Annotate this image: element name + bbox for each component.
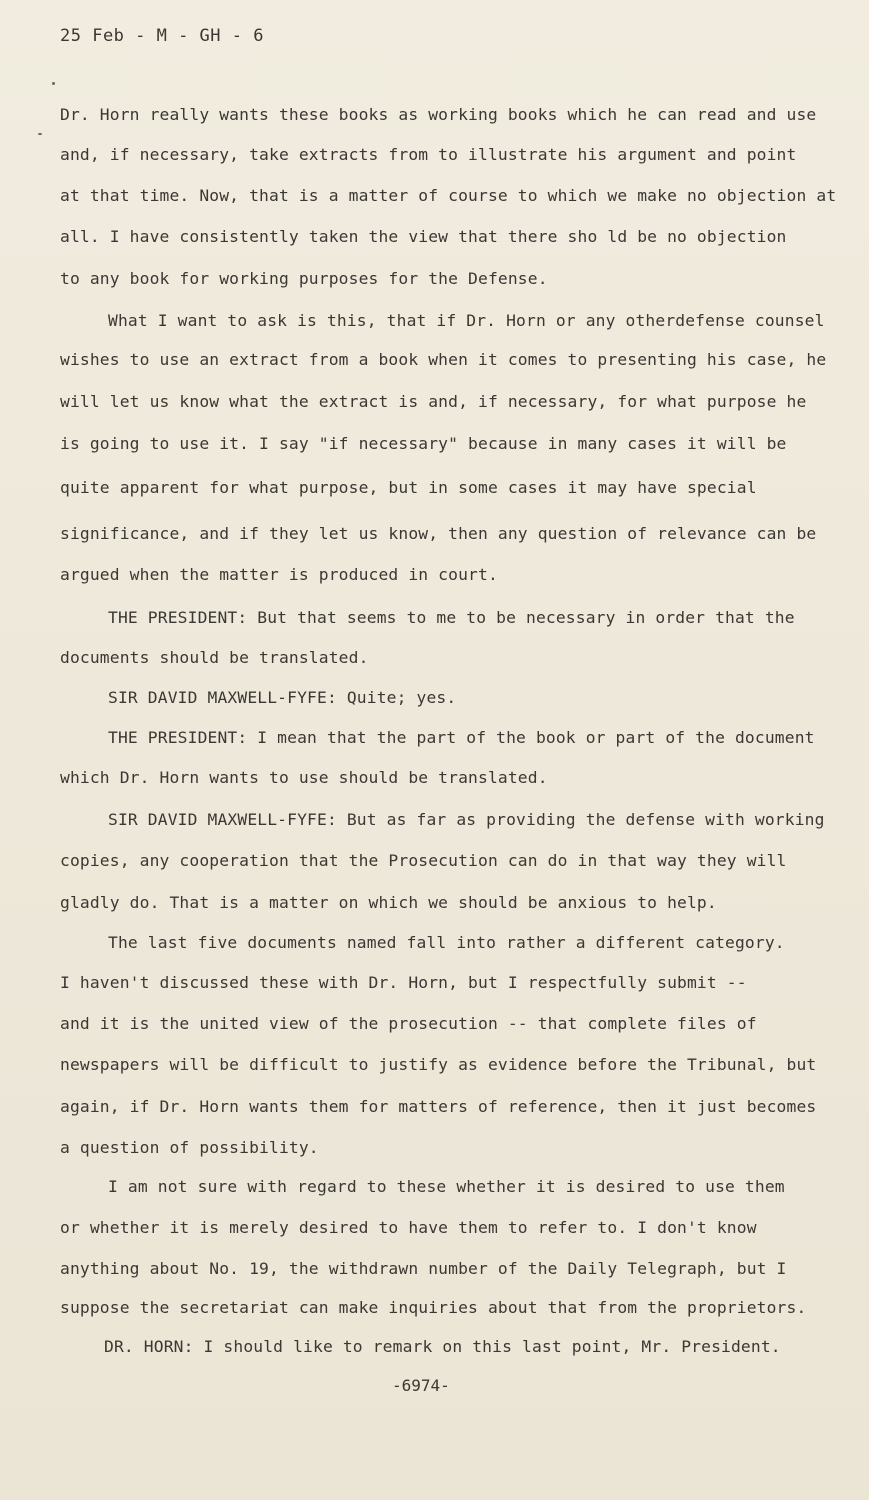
text-line: anything about No. 19, the withdrawn number of the Daily Telegraph, but I: [60, 1259, 787, 1278]
text-line: a question of possibility.: [60, 1138, 319, 1157]
text-line: at that time. Now, that is a matter of course to which we make no objection at: [60, 186, 837, 205]
text-line: again, if Dr. Horn wants them for matters of reference, then it just becomes: [60, 1097, 817, 1116]
text-line: or whether it is merely desired to have them to refer to. I don't know: [60, 1218, 757, 1237]
text-line: What I want to ask is this, that if Dr. Horn or any otherdefense counsel: [108, 311, 825, 330]
text-line: newspapers will be difficult to justify as evidence before the Tribunal, but: [60, 1055, 817, 1074]
text-line: wishes to use an extract from a book when it comes to presenting his case, he: [60, 350, 827, 369]
text-line: to any book for working purposes for the Defense.: [60, 269, 548, 288]
speaker-line: SIR DAVID MAXWELL-FYFE: Quite; yes.: [108, 688, 457, 707]
text-line: The last five documents named fall into rather a different category.: [108, 933, 785, 952]
text-line: all. I have consistently taken the view that there sho ld be no objection: [60, 227, 787, 246]
text-line: and it is the united view of the prosecution -- that complete files of: [60, 1014, 757, 1033]
text-line: I am not sure with regard to these whether it is desired to use them: [108, 1177, 785, 1196]
text-line: which Dr. Horn wants to use should be translated.: [60, 768, 548, 787]
speaker-line: THE PRESIDENT: But that seems to me to be necessary in order that the: [108, 608, 795, 627]
text-line: argued when the matter is produced in court.: [60, 565, 498, 584]
page-header: 25 Feb - M - GH - 6: [60, 26, 264, 46]
text-line: Dr. Horn really wants these books as working books which he can read and use: [60, 105, 817, 124]
speaker-line: THE PRESIDENT: I mean that the part of the book or part of the document: [108, 728, 815, 747]
text-line: copies, any cooperation that the Prosecution can do in that way they will: [60, 851, 787, 870]
text-line: suppose the secretariat can make inquiries about that from the proprietors.: [60, 1298, 807, 1317]
speaker-line: DR. HORN: I should like to remark on this last point, Mr. President.: [104, 1337, 781, 1356]
text-line: documents should be translated.: [60, 648, 369, 667]
ink-speck: [52, 82, 55, 85]
text-line: is going to use it. I say "if necessary" because in many cases it will be: [60, 434, 787, 453]
speaker-line: SIR DAVID MAXWELL-FYFE: But as far as providing the defense with working: [108, 810, 825, 829]
page-number: -6974-: [392, 1376, 450, 1395]
ink-speck: [38, 133, 42, 135]
text-line: significance, and if they let us know, then any question of relevance can be: [60, 524, 817, 543]
text-line: I haven't discussed these with Dr. Horn, but I respectfully submit --: [60, 973, 747, 992]
text-line: and, if necessary, take extracts from to illustrate his argument and point: [60, 145, 797, 164]
text-line: will let us know what the extract is and, if necessary, for what purpose he: [60, 392, 807, 411]
text-line: gladly do. That is a matter on which we should be anxious to help.: [60, 893, 717, 912]
text-line: quite apparent for what purpose, but in some cases it may have special: [60, 478, 757, 497]
